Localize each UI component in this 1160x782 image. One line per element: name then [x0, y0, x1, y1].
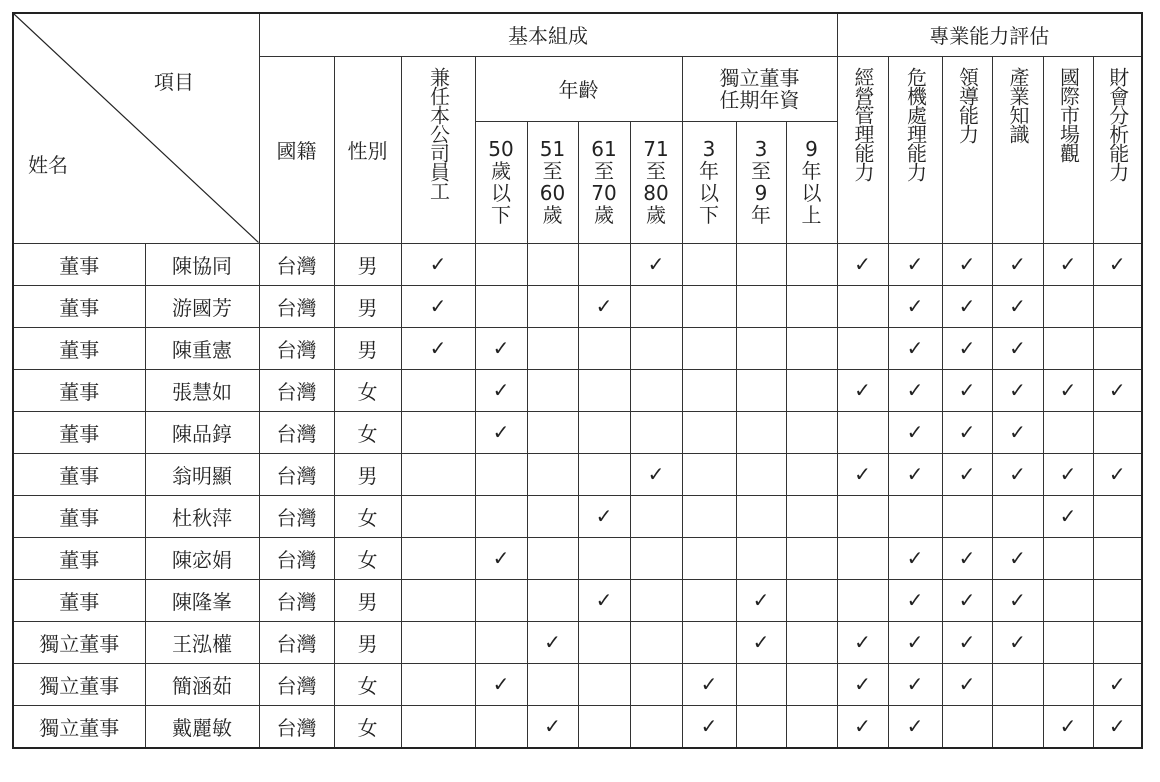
cell-name: 王泓權: [145, 621, 259, 663]
header-skill-label: 經營管理能力: [851, 66, 875, 181]
table-row: [13, 663, 1142, 705]
table-row: [13, 495, 1142, 537]
empty-cell: [630, 705, 682, 748]
check-icon: ✓: [736, 579, 786, 621]
empty-cell: [736, 285, 786, 327]
cell-name: 陳重憲: [145, 327, 259, 369]
check-icon: ✓: [837, 705, 888, 748]
empty-cell: [786, 663, 837, 705]
empty-cell: [682, 495, 736, 537]
cell-gender: 男: [334, 285, 401, 327]
stack-part: 60: [539, 181, 566, 205]
diagonal-divider: [14, 14, 259, 243]
empty-cell: [736, 327, 786, 369]
cell-name: 陳隆峯: [145, 579, 259, 621]
cell-nationality: 台灣: [259, 495, 334, 537]
table-row: [13, 285, 1142, 327]
header-skill-industry: [992, 56, 1043, 243]
empty-cell: [527, 579, 578, 621]
empty-cell: [1093, 285, 1142, 327]
check-icon: ✓: [401, 327, 475, 369]
stack-part: 80: [643, 181, 669, 205]
check-icon: ✓: [837, 663, 888, 705]
check-icon: ✓: [578, 495, 630, 537]
empty-cell: [1093, 495, 1142, 537]
header-skill-label: 危機處理能力: [903, 66, 928, 181]
stack-part: 以: [801, 181, 822, 205]
check-icon: ✓: [475, 327, 527, 369]
table-row: [13, 705, 1142, 748]
empty-cell: [992, 663, 1043, 705]
empty-cell: [736, 663, 786, 705]
empty-cell: [1093, 621, 1142, 663]
empty-cell: [578, 243, 630, 285]
stack-part: 年: [751, 203, 771, 227]
empty-cell: [736, 369, 786, 411]
empty-cell: [401, 663, 475, 705]
empty-cell: [837, 537, 888, 579]
empty-cell: [578, 705, 630, 748]
empty-cell: [786, 453, 837, 495]
empty-cell: [401, 411, 475, 453]
stack-part: 71: [643, 137, 669, 161]
cell-title: 董事: [13, 495, 145, 537]
empty-cell: [527, 663, 578, 705]
empty-cell: [578, 369, 630, 411]
stack-part: 9: [805, 137, 818, 161]
empty-cell: [578, 621, 630, 663]
check-icon: ✓: [942, 453, 992, 495]
empty-cell: [786, 369, 837, 411]
empty-cell: [786, 495, 837, 537]
check-icon: ✓: [992, 243, 1043, 285]
table-row: [13, 411, 1142, 453]
empty-cell: [1043, 621, 1093, 663]
stack-part: 以: [491, 181, 511, 205]
table-row: [13, 621, 1142, 663]
check-icon: ✓: [682, 663, 736, 705]
header-age-51-60: [527, 121, 578, 243]
cell-gender: 女: [334, 369, 401, 411]
check-icon: ✓: [888, 243, 942, 285]
check-icon: ✓: [888, 411, 942, 453]
cell-title: 董事: [13, 537, 145, 579]
stack-part: 歲: [594, 203, 614, 227]
cell-title: 獨立董事: [13, 705, 145, 748]
empty-cell: [401, 579, 475, 621]
empty-cell: [630, 537, 682, 579]
empty-cell: [682, 369, 736, 411]
check-icon: ✓: [942, 579, 992, 621]
cell-nationality: 台灣: [259, 537, 334, 579]
check-icon: ✓: [578, 579, 630, 621]
header-skill-finance: [1093, 56, 1142, 243]
empty-cell: [1093, 579, 1142, 621]
check-icon: ✓: [942, 411, 992, 453]
empty-cell: [786, 537, 837, 579]
empty-cell: [682, 579, 736, 621]
empty-cell: [475, 495, 527, 537]
empty-cell: [942, 705, 992, 748]
check-icon: ✓: [888, 537, 942, 579]
header-skill-international: [1043, 56, 1093, 243]
check-icon: ✓: [1093, 453, 1142, 495]
check-icon: ✓: [1043, 705, 1093, 748]
check-icon: ✓: [888, 663, 942, 705]
stack-part: 上: [801, 203, 822, 227]
check-icon: ✓: [992, 369, 1043, 411]
stack-part: 下: [699, 203, 719, 227]
check-icon: ✓: [992, 285, 1043, 327]
header-nationality: 國籍: [259, 56, 334, 243]
stack-part: 以: [699, 181, 719, 205]
empty-cell: [630, 663, 682, 705]
check-icon: ✓: [992, 579, 1043, 621]
header-skill-leadership: [942, 56, 992, 243]
check-icon: ✓: [1043, 243, 1093, 285]
check-icon: ✓: [682, 705, 736, 748]
cell-nationality: 台灣: [259, 621, 334, 663]
empty-cell: [992, 495, 1043, 537]
empty-cell: [475, 579, 527, 621]
board-composition-table: [12, 12, 1143, 749]
header-skill-label: 財會分析能力: [1105, 66, 1130, 181]
empty-cell: [682, 537, 736, 579]
check-icon: ✓: [630, 453, 682, 495]
empty-cell: [475, 705, 527, 748]
check-icon: ✓: [837, 243, 888, 285]
empty-cell: [527, 453, 578, 495]
empty-cell: [527, 243, 578, 285]
empty-cell: [736, 537, 786, 579]
empty-cell: [630, 621, 682, 663]
empty-cell: [527, 327, 578, 369]
header-concurrent-employee: [401, 56, 475, 243]
stack-part: 至: [646, 159, 666, 183]
cell-title: 董事: [13, 285, 145, 327]
empty-cell: [1043, 537, 1093, 579]
stack-part: 歲: [646, 203, 666, 227]
check-icon: ✓: [527, 705, 578, 748]
empty-cell: [786, 327, 837, 369]
check-icon: ✓: [475, 411, 527, 453]
cell-title: 董事: [13, 369, 145, 411]
stack-part: 年: [801, 159, 822, 183]
empty-cell: [630, 285, 682, 327]
cell-gender: 男: [334, 579, 401, 621]
table-row: [13, 243, 1142, 285]
check-icon: ✓: [942, 537, 992, 579]
empty-cell: [401, 369, 475, 411]
empty-cell: [786, 579, 837, 621]
check-icon: ✓: [1093, 705, 1142, 748]
table-row: [13, 369, 1142, 411]
empty-cell: [401, 453, 475, 495]
empty-cell: [475, 453, 527, 495]
empty-cell: [736, 411, 786, 453]
header-age-61-70: [578, 121, 630, 243]
empty-cell: [786, 285, 837, 327]
corner-name-label: 姓名: [28, 153, 68, 177]
cell-nationality: 台灣: [259, 369, 334, 411]
cell-nationality: 台灣: [259, 579, 334, 621]
check-icon: ✓: [1043, 495, 1093, 537]
empty-cell: [682, 453, 736, 495]
check-icon: ✓: [475, 537, 527, 579]
group-header-basic: 基本組成: [259, 13, 837, 56]
stack-part: 70: [591, 181, 617, 205]
check-icon: ✓: [1093, 243, 1142, 285]
cell-title: 董事: [13, 579, 145, 621]
cell-nationality: 台灣: [259, 411, 334, 453]
cell-nationality: 台灣: [259, 705, 334, 748]
empty-cell: [837, 285, 888, 327]
check-icon: ✓: [578, 285, 630, 327]
empty-cell: [682, 285, 736, 327]
empty-cell: [786, 705, 837, 748]
empty-cell: [837, 495, 888, 537]
cell-title: 獨立董事: [13, 663, 145, 705]
empty-cell: [578, 663, 630, 705]
cell-nationality: 台灣: [259, 243, 334, 285]
empty-cell: [736, 705, 786, 748]
stack-part: 歲: [491, 159, 511, 183]
cell-name: 陳協同: [145, 243, 259, 285]
cell-name: 陳品錞: [145, 411, 259, 453]
stack-part: 61: [591, 137, 617, 161]
check-icon: ✓: [992, 621, 1043, 663]
header-tenure-group: [682, 56, 837, 121]
check-icon: ✓: [992, 537, 1043, 579]
check-icon: ✓: [1093, 369, 1142, 411]
header-concurrent-employee-label: 兼任本公司員工: [426, 66, 451, 200]
check-icon: ✓: [888, 285, 942, 327]
empty-cell: [401, 537, 475, 579]
check-icon: ✓: [401, 285, 475, 327]
empty-cell: [630, 579, 682, 621]
empty-cell: [682, 411, 736, 453]
header-skill-label: 國際市場觀: [1056, 66, 1081, 162]
stack-part: 51: [539, 137, 566, 161]
check-icon: ✓: [736, 621, 786, 663]
empty-cell: [1093, 411, 1142, 453]
header-skill-management: [837, 56, 888, 243]
stack-part: 歲: [542, 203, 563, 227]
check-icon: ✓: [942, 369, 992, 411]
check-icon: ✓: [475, 369, 527, 411]
cell-title: 董事: [13, 327, 145, 369]
empty-cell: [475, 243, 527, 285]
check-icon: ✓: [1093, 663, 1142, 705]
check-icon: ✓: [888, 369, 942, 411]
table-row: [13, 453, 1142, 495]
cell-title: 董事: [13, 453, 145, 495]
empty-cell: [1043, 285, 1093, 327]
header-tenure-line1: 獨立董事: [719, 65, 800, 90]
empty-cell: [736, 495, 786, 537]
empty-cell: [527, 369, 578, 411]
check-icon: ✓: [888, 453, 942, 495]
check-icon: ✓: [888, 705, 942, 748]
empty-cell: [888, 495, 942, 537]
cell-gender: 男: [334, 327, 401, 369]
cell-nationality: 台灣: [259, 327, 334, 369]
check-icon: ✓: [942, 663, 992, 705]
empty-cell: [475, 621, 527, 663]
empty-cell: [992, 705, 1043, 748]
empty-cell: [1093, 327, 1142, 369]
cell-gender: 女: [334, 663, 401, 705]
cell-nationality: 台灣: [259, 663, 334, 705]
empty-cell: [527, 285, 578, 327]
table-row: [13, 579, 1142, 621]
cell-gender: 男: [334, 453, 401, 495]
empty-cell: [786, 243, 837, 285]
check-icon: ✓: [837, 453, 888, 495]
empty-cell: [837, 327, 888, 369]
cell-gender: 女: [334, 537, 401, 579]
empty-cell: [837, 411, 888, 453]
header-age-under-50: [475, 121, 527, 243]
group-header-professional: 專業能力評估: [837, 13, 1142, 56]
check-icon: ✓: [992, 411, 1043, 453]
cell-name: 簡涵茹: [145, 663, 259, 705]
check-icon: ✓: [942, 285, 992, 327]
empty-cell: [578, 453, 630, 495]
cell-gender: 男: [334, 621, 401, 663]
table-body: [13, 243, 1142, 748]
check-icon: ✓: [942, 621, 992, 663]
stack-part: 至: [542, 159, 563, 183]
empty-cell: [527, 411, 578, 453]
check-icon: ✓: [992, 327, 1043, 369]
stack-part: 3: [702, 137, 716, 161]
empty-cell: [682, 327, 736, 369]
header-tenure-under-3: [682, 121, 736, 243]
empty-cell: [786, 411, 837, 453]
table-row: [13, 537, 1142, 579]
cell-gender: 女: [334, 495, 401, 537]
check-icon: ✓: [888, 621, 942, 663]
header-skill-label: 領導能力: [955, 66, 980, 143]
empty-cell: [736, 453, 786, 495]
empty-cell: [837, 579, 888, 621]
empty-cell: [786, 621, 837, 663]
header-gender: 性別: [334, 56, 401, 243]
check-icon: ✓: [401, 243, 475, 285]
empty-cell: [630, 327, 682, 369]
stack-part: 50: [488, 137, 514, 161]
empty-cell: [682, 621, 736, 663]
empty-cell: [1093, 537, 1142, 579]
check-icon: ✓: [527, 621, 578, 663]
empty-cell: [736, 243, 786, 285]
header-tenure-line2: 任期年資: [719, 87, 800, 112]
cell-name: 翁明顯: [145, 453, 259, 495]
cell-title: 董事: [13, 243, 145, 285]
header-tenure-over-9: [786, 121, 837, 243]
corner-header-cell: [13, 13, 259, 243]
stack-part: 3: [754, 137, 768, 161]
stack-part: 9: [754, 181, 768, 205]
check-icon: ✓: [942, 327, 992, 369]
check-icon: ✓: [888, 579, 942, 621]
empty-cell: [401, 621, 475, 663]
cell-name: 杜秋萍: [145, 495, 259, 537]
cell-title: 獨立董事: [13, 621, 145, 663]
cell-name: 張慧如: [145, 369, 259, 411]
cell-gender: 女: [334, 411, 401, 453]
cell-gender: 男: [334, 243, 401, 285]
empty-cell: [682, 243, 736, 285]
empty-cell: [942, 495, 992, 537]
cell-name: 游國芳: [145, 285, 259, 327]
check-icon: ✓: [1043, 369, 1093, 411]
corner-item-label: 項目: [154, 70, 194, 94]
table-row: [13, 327, 1142, 369]
stack-part: 年: [699, 159, 719, 183]
stack-part: 下: [491, 203, 511, 227]
header-age-71-80: [630, 121, 682, 243]
cell-title: 董事: [13, 411, 145, 453]
empty-cell: [630, 495, 682, 537]
header-age-group: 年齡: [475, 56, 682, 121]
empty-cell: [630, 411, 682, 453]
cell-nationality: 台灣: [259, 285, 334, 327]
empty-cell: [475, 285, 527, 327]
check-icon: ✓: [888, 327, 942, 369]
empty-cell: [1043, 663, 1093, 705]
stack-part: 至: [594, 159, 614, 183]
check-icon: ✓: [1043, 453, 1093, 495]
cell-name: 陳宓娟: [145, 537, 259, 579]
check-icon: ✓: [942, 243, 992, 285]
empty-cell: [401, 705, 475, 748]
check-icon: ✓: [630, 243, 682, 285]
cell-name: 戴麗敏: [145, 705, 259, 748]
empty-cell: [630, 369, 682, 411]
check-icon: ✓: [837, 369, 888, 411]
empty-cell: [1043, 327, 1093, 369]
empty-cell: [1043, 579, 1093, 621]
empty-cell: [527, 537, 578, 579]
empty-cell: [1043, 411, 1093, 453]
cell-gender: 女: [334, 705, 401, 748]
header-skill-label: 產業知識: [1006, 66, 1030, 143]
check-icon: ✓: [837, 621, 888, 663]
header-skill-crisis: [888, 56, 942, 243]
empty-cell: [578, 537, 630, 579]
empty-cell: [578, 327, 630, 369]
empty-cell: [401, 495, 475, 537]
empty-cell: [578, 411, 630, 453]
check-icon: ✓: [475, 663, 527, 705]
empty-cell: [527, 495, 578, 537]
header-tenure-3-9: [736, 121, 786, 243]
stack-part: 至: [751, 159, 771, 183]
cell-nationality: 台灣: [259, 453, 334, 495]
check-icon: ✓: [992, 453, 1043, 495]
